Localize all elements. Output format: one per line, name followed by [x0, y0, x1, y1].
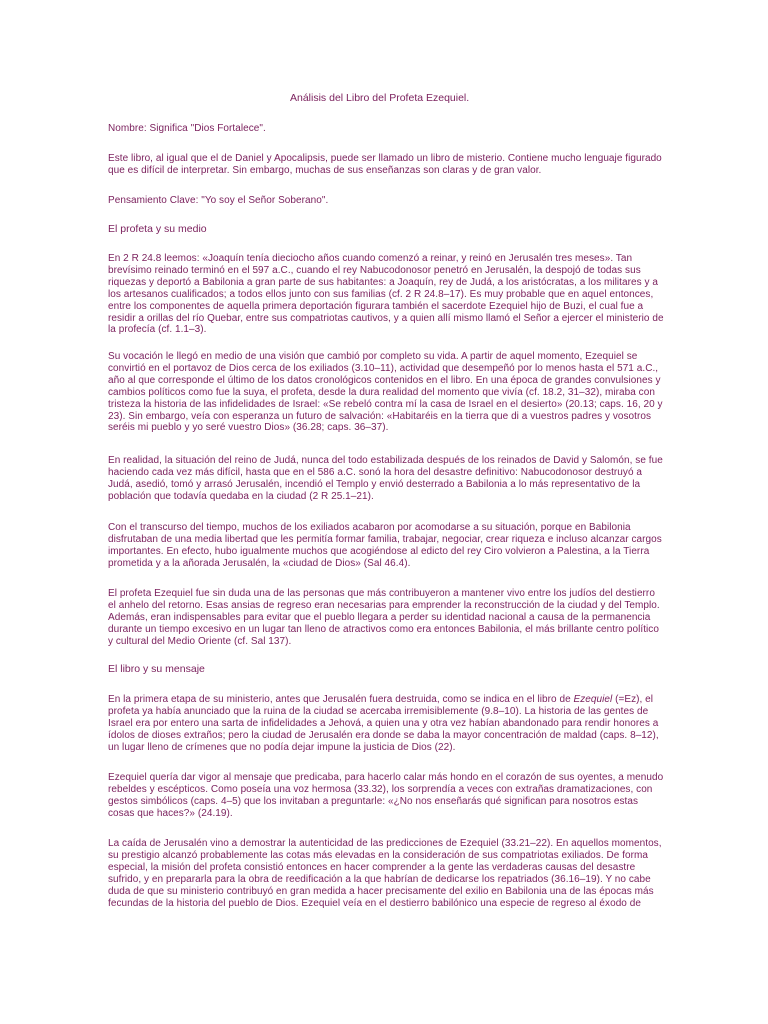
paragraph-prophet-5: El profeta Ezequiel fue sin duda una de las personas que más contribuyeron a mantener vivo entre los judíos del destierro el anhelo del retorno. Esas ansias de regreso eran necesarias para emprender la reconstrucción de la ciudad y del Templo. Además, eran indispensables para evitar que el pueblo llegara a perder su identidad nacional a causa de la permanencia durante un tiempo excesivo en un lugar tan lleno de atractivos como era entonces Babilonia, el más brillante centro político y cultural del Medio Oriente (cf. Sal 137).: [108, 588, 660, 647]
paragraph-book-1-end: (=Ez), el profeta ya había anunciado que la ruina de la ciudad se acercaba irremisiblemente (9.8–10). La historia de las gentes de Israel era por entero una sarta de infidelidades a Jehová, a quien una y otra vez habían abandonado para rendir honores a ídolos de dioses extraños; pero la ciudad de Jerusalén era donde se daba la mayor concentración de maldad (caps. 8–12), un lugar lleno de crímenes que no podía dejar impune la justicia de Dios (22).: [108, 694, 659, 753]
paragraph-book-1-start: En la primera etapa de su ministerio, antes que Jerusalén fuera destruida, como se indica en el libro de: [108, 694, 574, 705]
paragraph-prophet-1: En 2 R 24.8 leemos: «Joaquín tenía dieciocho años cuando comenzó a reinar, y reinó en Jerusalén tres meses». Tan brevísimo reinado terminó en el 597 a.C., cuando el rey Nabucodonosor penetró en Jerusalén, la despojó de todas sus riquezas y deportó a Babilonia a gran parte de sus habitantes: a Joaquín, rey de Judá, a los aristócratas, a los militares y a los artesanos cualificados; a todos ellos junto con sus familias (cf. 2 R 24.8–17). Es muy probable que en aquel entonces, entre los componentes de aquella primera deportación figurara también el sacerdote Ezequiel hijo de Buzi, el cual fue a residir a orillas del río Quebar, entre sus compatriotas cautivos, y a quien allí mismo llamó el Señor a ejercer el ministerio de la profecía (cf. 1.1–3).: [108, 253, 664, 336]
paragraph-prophet-3: En realidad, la situación del reino de Judá, nunca del todo estabilizada después de los reinados de David y Salomón, se fue haciendo cada vez más difícil, hasta que en el 586 a.C. sonó la hora del desastre definitivo: Nabucodonosor destruyó a Judá, asedió, tomó y arrasó Jerusalén, incendió el Templo y envió desterrado a Babilonia a lo más representativo de la población que todavía quedaba en la ciudad (2 R 25.1–21).: [108, 455, 663, 502]
section-heading-book: El libro y su mensaje: [108, 663, 205, 675]
name-line: Nombre: Significa "Dios Fortalece".: [108, 123, 266, 134]
paragraph-book-1: [108, 694, 664, 754]
paragraph-book-2: Ezequiel quería dar vigor al mensaje que predicaba, para hacerlo calar más hondo en el corazón de sus oyentes, a menudo rebeldes y escépticos. Como poseía una voz hermosa (33.32), los sorprendía a veces con extrañas dramatizaciones, con gestos simbólicos (caps. 4–5) que los invitaban a preguntarle: «¿No nos enseñarás qué significan para nosotros estas cosas que haces?» (24.19).: [108, 772, 664, 819]
book-title-emphasis: Ezequiel: [573, 694, 613, 705]
paragraph-prophet-4: Con el transcurso del tiempo, muchos de los exiliados acabaron por acomodarse a su situación, porque en Babilonia disfrutaban de una media libertad que les permitía formar familia, trabajar, negociar, crear riqueza e incluso alcanzar cargos importantes. En efecto, hubo igualmente muchos que acogiéndose al edicto del rey Ciro volvieron a Palestina, a la Tierra prometida y a la añorada Jerusalén, la «ciudad de Dios» (Sal 46.4).: [108, 522, 662, 569]
paragraph-book-3: La caída de Jerusalén vino a demostrar la autenticidad de las predicciones de Ezequiel (33.21–22). En aquellos momentos, su prestigio alcanzó probablemente las cotas más elevadas en la consideración de sus compatriotas exiliados. De forma especial, la misión del profeta consistió entonces en hacer comprender a la gente las verdaderas causas del desastre sufrido, y en prepararla para la obra de reedificación a la que habrían de dedicarse los repatriados (36.16–19). Y no cabe duda de que su ministerio contribuyó en gran medida a hacer precisamente del exilio en Babilonia una de las épocas más fecundas de la historia del pueblo de Dios. Ezequiel veía en el destierro babilónico una especie de regreso al éxodo de: [108, 838, 662, 909]
paragraph-prophet-2: Su vocación le llegó en medio de una visión que cambió por completo su vida. A partir de aquel momento, Ezequiel se convirtió en el portavoz de Dios cerca de los exiliados (3.10–11), actividad que desempeñó por lo menos hasta el 571 a.C., año al que corresponde el último de los datos cronológicos contenidos en el libro. En una época de grandes convulsiones y cambios políticos como fue la suya, el profeta, desde la dura realidad del momento que vivía (cf. 18.2, 31–32), miraba con tristeza la historia de las infidelidades de Israel: «Se rebeló contra mí la casa de Israel en el desierto» (20.13; caps. 16, 20 y 23). Sin embargo, veía con esperanza un futuro de salvación: «Habitaréis en la tierra que di a vuestros padres y vosotros seréis mi pueblo y yo seré vuestro Dios» (36.28; caps. 36–37).: [108, 351, 663, 434]
document-title: Análisis del Libro del Profeta Ezequiel.: [290, 92, 470, 104]
section-heading-prophet: El profeta y su medio: [108, 223, 207, 235]
key-thought: Pensamiento Clave: "Yo soy el Señor Soberano".: [108, 195, 329, 206]
intro-paragraph: Este libro, al igual que el de Daniel y Apocalipsis, puede ser llamado un libro de misterio. Contiene mucho lenguaje figurado que es difícil de interpretar. Sin embargo, muchas de sus enseñanzas son claras y de gran valor.: [108, 153, 662, 176]
